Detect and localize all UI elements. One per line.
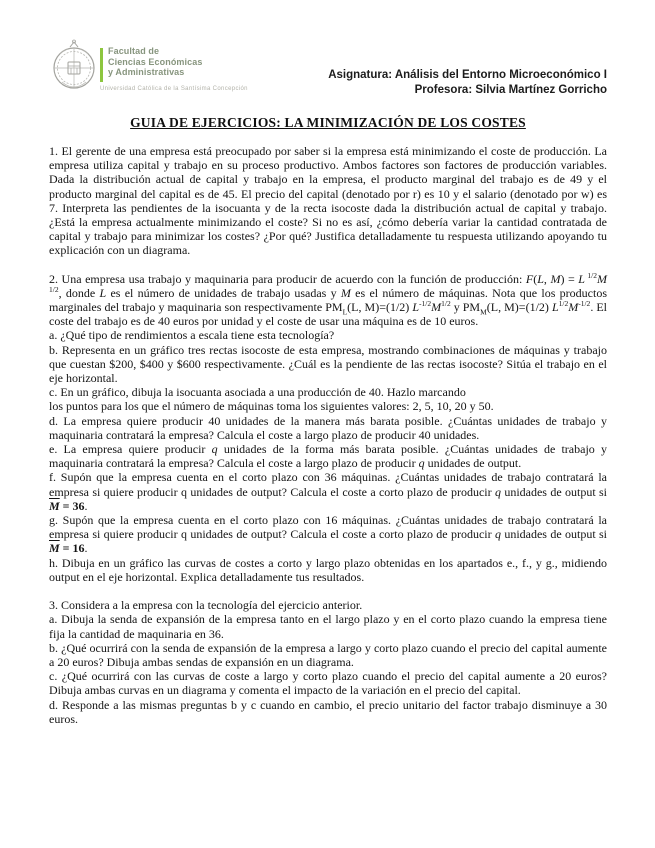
- exercise-2-intro: [49, 272, 607, 329]
- exercise-2g: [49, 513, 607, 556]
- course-info: [328, 68, 607, 99]
- text-run: a. ¿Qué tipo de rendimientos a escala tiene esta tecnología?: [49, 328, 335, 343]
- text-run: , donde: [58, 285, 100, 300]
- text-run: c. En un gráfico, dibuja la isocuanta asociada a una producción de 40. Hazlo marcando: [49, 385, 466, 400]
- exercise-2d: [49, 414, 607, 442]
- text-run: F: [525, 271, 534, 286]
- exercise-2b: [49, 343, 607, 386]
- text-run: (L, M)=(1/2): [347, 300, 413, 315]
- exercise-2e: [49, 442, 607, 470]
- text-run: $\overline{M}$: [49, 541, 60, 556]
- faculty-line-1: Facultad de: [108, 46, 160, 56]
- text-run: g. Supón que la empresa cuenta en el corto plazo con 16 máquinas. ¿Cuántas unidades de trabajo contratará la empresa si quiere producir q unidades de output? Calcula el coste a corto plazo de producir: [49, 513, 607, 542]
- text-run: .: [84, 498, 88, 513]
- text-run: (: [533, 271, 538, 286]
- text-run: 3. Considera a la empresa con la tecnología del ejercicio anterior.: [49, 598, 363, 613]
- text-run: 1/2: [49, 284, 59, 294]
- text-run: M: [550, 271, 561, 286]
- text-run: unidades de output.: [424, 456, 522, 471]
- text-run: L: [578, 271, 585, 286]
- document-body: [49, 144, 607, 726]
- text-run: unidades de la forma más barata posible. ¿Cuántas unidades de trabajo y maquinaria contratará la empresa? Calcula el coste a largo plazo de producir: [49, 442, 607, 471]
- text-run: L: [551, 300, 559, 315]
- text-run: q: [494, 527, 501, 542]
- text-run: -1/2: [419, 299, 432, 309]
- text-run: q: [418, 456, 425, 471]
- text-run: b. Representa en un gráfico tres rectas isocoste de esta empresa, mostrando combinaciones de máquinas y trabajo que cuestan $200, $400 y $600 respectivamente. ¿Cuál es la pendiente de las rectas isocoste? Sitúa el trabajo en el eje horizontal.: [49, 342, 607, 386]
- exercise-2c: [49, 385, 607, 413]
- faculty-line-3: y Administrativas: [108, 67, 185, 77]
- text-run: 1/2: [584, 270, 597, 280]
- text-run: M: [568, 300, 579, 315]
- text-run: L: [99, 285, 107, 300]
- text-run: 2. Una empresa usa trabajo y maquinaria para producir de acuerdo con la función de producción:: [49, 271, 526, 286]
- text-run: M: [597, 271, 607, 286]
- text-run: (L, M)=(1/2): [486, 300, 552, 315]
- university-name: Universidad Católica de la Santísima Concepción: [100, 86, 248, 92]
- faculty-line-2: Ciencias Económicas: [108, 56, 203, 67]
- page-title: GUIA DE EJERCICIOS: LA MINIMIZACIÓN DE LOS COSTES: [130, 115, 526, 130]
- exercise-3a: [49, 612, 607, 640]
- text-run: $\overline{M}$: [49, 498, 60, 513]
- text-run: d. La empresa quiere producir 40 unidades de la manera más barata posible. ¿Cuántas unidades de trabajo y maquinaria contratará la empresa? Calcula el coste a largo plazo de producir 40 unidades.: [49, 413, 607, 442]
- text-run: unidades de output si: [500, 484, 608, 499]
- text-run: . El coste del trabajo es de 40 euros por unidad y el coste de usar una máquina es de 10 euros.: [49, 300, 608, 329]
- text-run: M: [480, 307, 487, 317]
- text-run: L: [537, 271, 544, 286]
- text-run: .: [84, 541, 88, 556]
- page-header: [49, 33, 607, 99]
- text-run: M: [431, 300, 442, 315]
- text-run: L: [412, 300, 420, 315]
- text-run: unidades de output si: [500, 527, 608, 542]
- text-run: q: [211, 442, 218, 457]
- text-run: d. Responde a las mismas preguntas b y c cuando en cambio, el precio unitario del factor trabajo disminuye a 30 euros.: [49, 697, 607, 726]
- university-seal-icon: [52, 38, 96, 99]
- text-run: y PM: [450, 300, 481, 315]
- course-line: Asignatura: Análisis del Entorno Microeconómico I: [328, 69, 607, 81]
- text-run: a. Dibuja la senda de expansión de la empresa tanto en el largo plazo y en el corto plazo cuando la empresa tiene fija la cantidad de maquinaria en 36.: [49, 612, 607, 641]
- text-run: es el número de máquinas. Nota que los productos marginales del trabajo y maquinaria son respectivamente PM: [49, 285, 607, 315]
- exercise-3-intro: [49, 598, 607, 612]
- exercise-3c: [49, 669, 607, 697]
- text-run: 1/2: [441, 299, 451, 309]
- professor-line: Profesora: Silvia Martínez Gorricho: [414, 84, 607, 96]
- logo-accent-bar: [100, 48, 103, 82]
- text-run: 1. El gerente de una empresa está preocupado por saber si la empresa está minimizando el coste de producción. La empresa utiliza capital y trabajo en su proceso productivo. Ambos factores son factores de producción variables. Dada la distribución actual de capital y trabajo en la empresa, el producto marginal del trabajo es de 49 y el producto marginal del capital es de 45. El precio del capital (denotado por r) es 10 y el salario (denotado por w) es 7. Interpreta las pendientes de la isocuanta y de la recta isocoste dada la distribución actual de capital y trabajo. ¿Está la empresa actualmente minimizando el coste? Si no es así, ¿cómo debería variar la cantidad contratada de capital y trabajo para minimizar los costes? ¿Por qué? Justifica detalladamente tu respuesta utilizando apoyando tu explicación con un diagrama.: [49, 144, 607, 258]
- text-run: h. Dibuja en un gráfico las curvas de costes a corto y largo plazo obtenidas en los apartados e., f., y g., midiendo output en el eje horizontal. Explica detalladamente tus resultados.: [49, 555, 607, 584]
- text-run: c. ¿Qué ocurrirá con las curvas de coste a largo y corto plazo cuando el precio del capital aumente a 20 euros? Dibuja ambas curvas en un diagrama y comenta el impacto de la variación en el precio del capital.: [49, 669, 607, 698]
- text-run: = 16: [59, 541, 85, 556]
- exercise-2f: [49, 470, 607, 513]
- exercise-3b: [49, 641, 607, 669]
- text-run: ) =: [560, 271, 579, 286]
- exercise-2h: [49, 556, 607, 584]
- text-run: b. ¿Qué ocurrirá con la senda de expansión de la empresa a largo y corto plazo cuando el precio del capital aumente a 20 euros? Dibuja ambas sendas de expansión en un diagrama.: [49, 640, 607, 669]
- text-run: es el número de unidades de trabajo usadas y: [106, 285, 341, 300]
- text-run: L: [342, 307, 348, 317]
- faculty-logo-text: [100, 46, 248, 92]
- text-run: q: [494, 484, 501, 499]
- text-run: 1/2: [558, 299, 569, 309]
- exercise-3d: [49, 698, 607, 726]
- exercise-1: [49, 144, 607, 258]
- exercise-2a: [49, 328, 607, 342]
- text-run: = 36: [59, 498, 85, 513]
- text-run: M: [340, 285, 351, 300]
- text-run: ,: [543, 271, 551, 286]
- text-run: e. La empresa quiere producir: [49, 442, 212, 457]
- text-run: los puntos para los que el número de máquinas toma los siguientes valores: 2, 5, 10, 20 y 50.: [49, 399, 494, 414]
- text-run: -1/2: [578, 299, 591, 309]
- faculty-logo: [52, 38, 248, 99]
- text-run: f. Supón que la empresa cuenta en el corto plazo con 36 máquinas. ¿Cuántas unidades de trabajo contratará la empresa si quiere producir q unidades de output? Calcula el coste a corto plazo de producir: [49, 470, 607, 499]
